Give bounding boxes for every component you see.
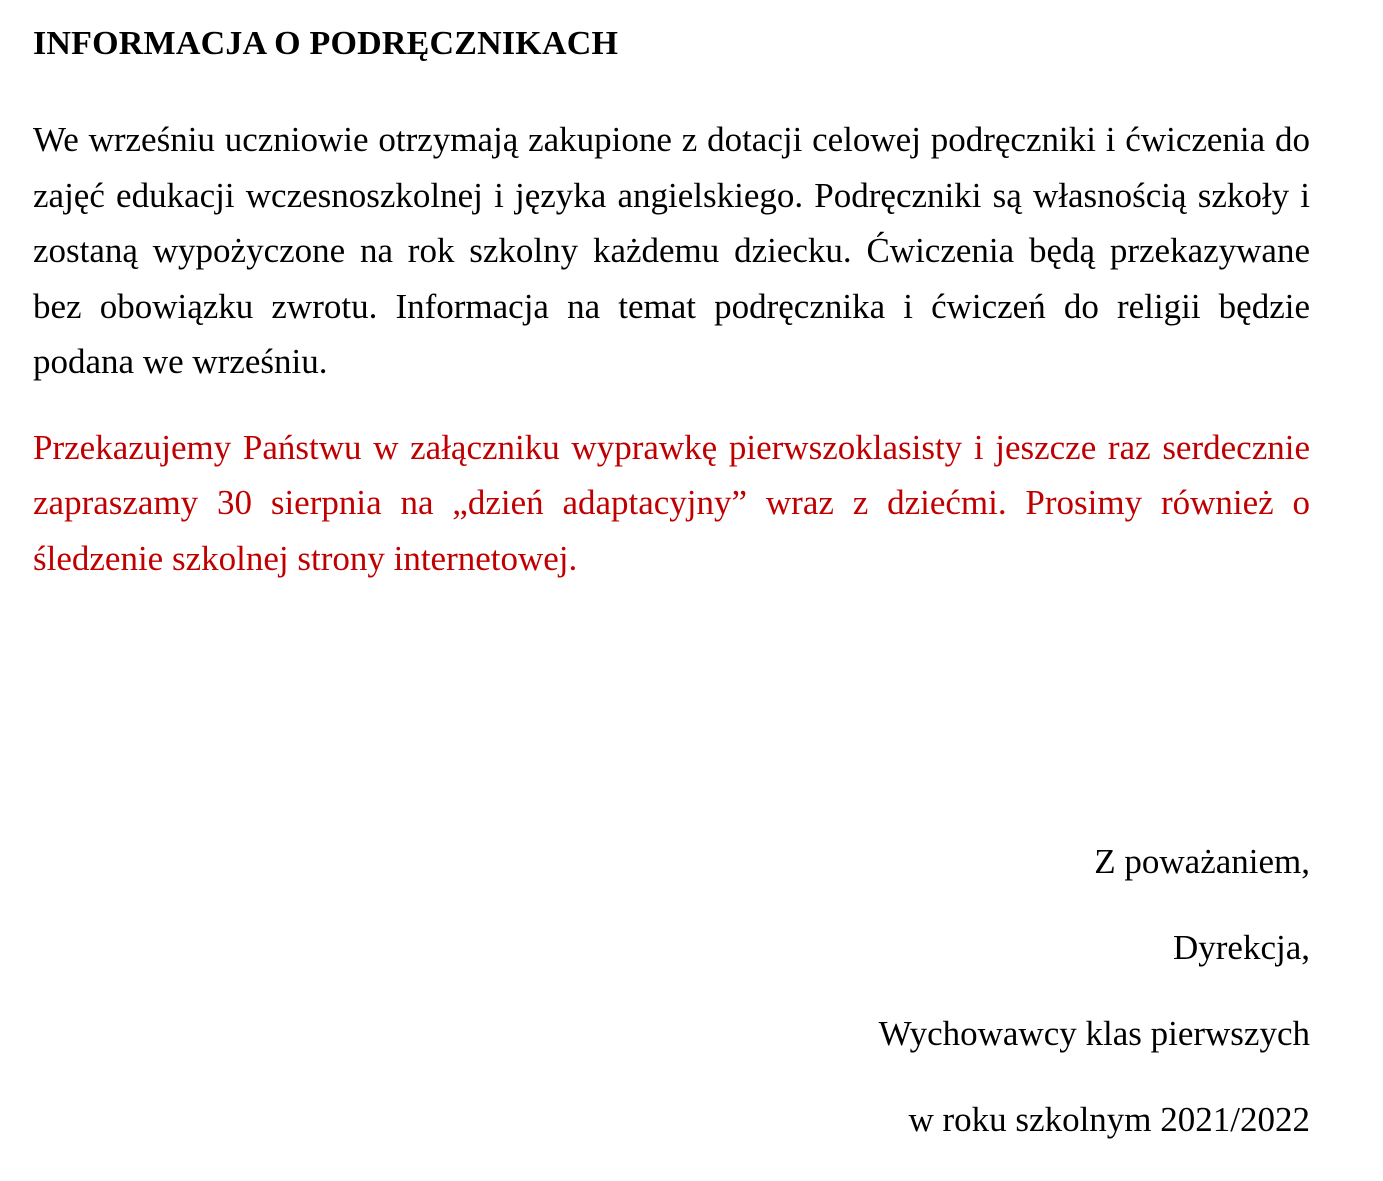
paragraph-textbooks: We wrześniu uczniowie otrzymają zakupione z dotacji celowej podręczniki i ćwiczenia do zajęć edukacji wczesnoszkolnej i języka angielskiego. Podręczniki są własnością szkoły i zostaną wypożyczone na rok szkolny każdemu dziecku. Ćwiczenia będą przekazywane bez obowiązku zwrotu. Informacja na temat podręcznika i ćwiczeń do religii będzie podana we wrześniu. xyxy=(33,120,1310,381)
signature-school-year: w roku szkolnym 2021/2022 xyxy=(908,1100,1310,1139)
document-heading: INFORMACJA O PODRĘCZNIKACH xyxy=(33,25,619,62)
signature-block xyxy=(879,834,1310,1178)
paragraph-highlight: Przekazujemy Państwu w załączniku wyprawkę pierwszoklasisty i jeszcze raz serdecznie zapraszamy 30 sierpnia na „dzień adaptacyjny” wraz z dziećmi. Prosimy również o śledzenie szkolnej strony internetowej. xyxy=(33,427,1310,578)
signature-closing: Z poważaniem, xyxy=(1094,842,1310,881)
signature-directorate: Dyrekcja, xyxy=(1172,928,1310,967)
signature-teachers: Wychowawcy klas pierwszych xyxy=(878,1014,1310,1053)
document-body xyxy=(33,18,1310,586)
